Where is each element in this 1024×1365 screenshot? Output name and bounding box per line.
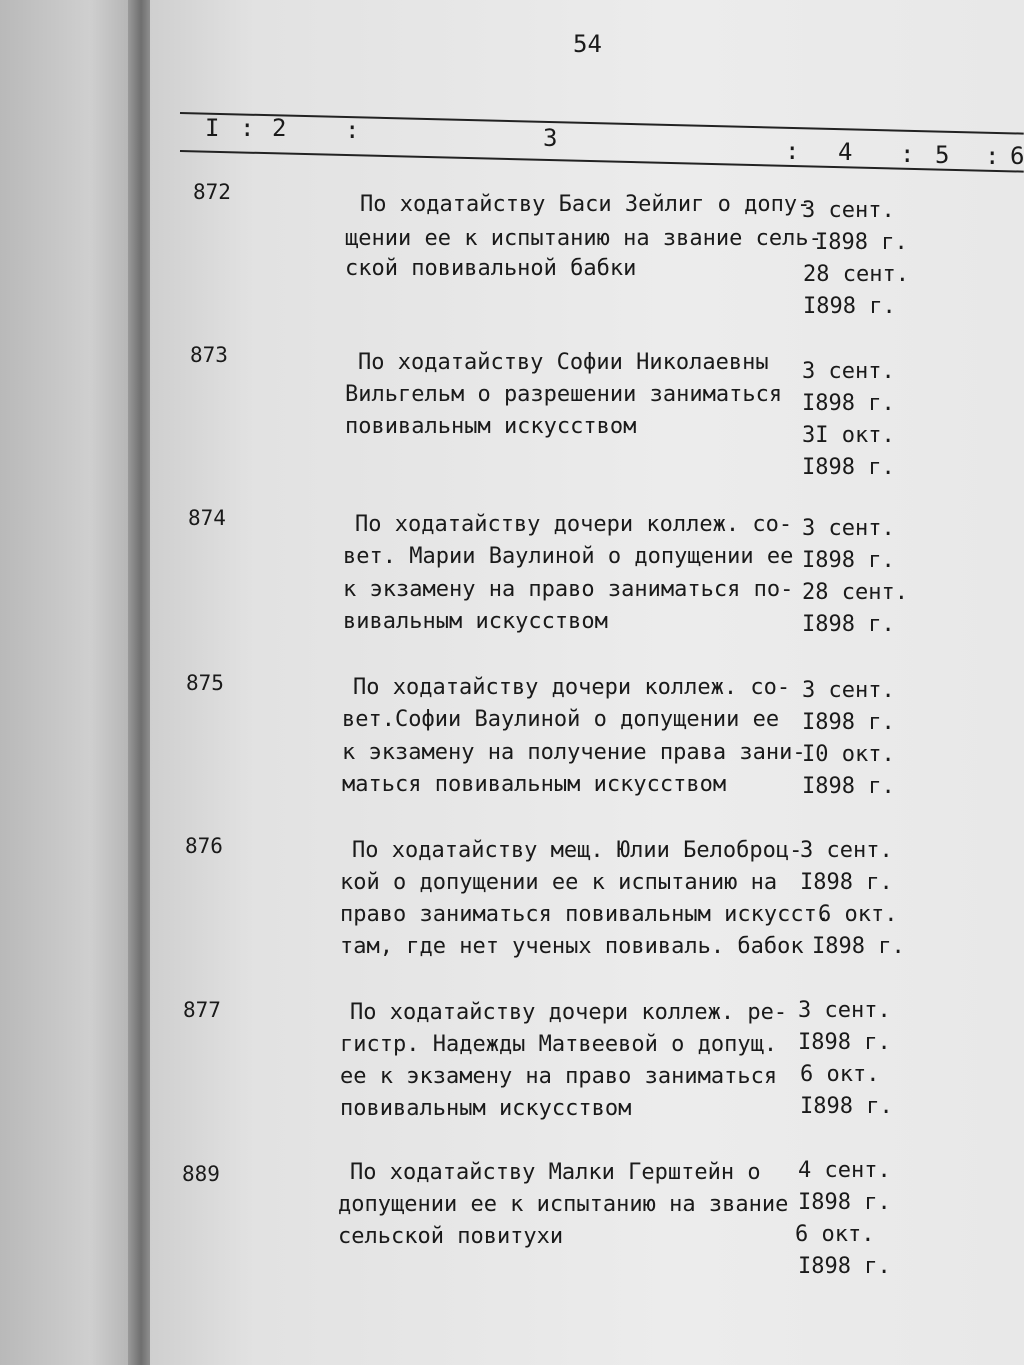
entry-text-line: сельской повитухи [338,1224,564,1249]
entry-date: 28 сент. [802,580,908,605]
entry-date: 28 сент. [803,262,909,287]
entry-text-line: кой о допущении ее к испытанию на [340,870,778,895]
entry-number: 877 [183,998,221,1022]
entry-date: 3 сент. [802,516,895,541]
entry-number: 876 [185,834,223,858]
header-col4: 4 [838,138,853,166]
entry-date: 6 окт. [818,902,898,927]
entry-date: 3 сент. [798,998,891,1023]
entry-number: 874 [188,506,226,530]
header-col6: 6 [1010,142,1024,170]
entry-text-line: щении ее к испытанию на звание сель- [345,226,822,251]
header-col1: I [205,114,220,142]
entry-text-line: По ходатайству Баси Зейлиг о допу- [360,192,811,217]
entry-text-line: вет. Марии Ваулиной о допущении ее [343,544,794,569]
entry-text-line: По ходатайству дочери коллеж. со- [353,675,791,700]
header-col2: 2 [272,114,287,142]
entry-text-line: По ходатайству мещ. Юлии Белоброц- [352,838,803,863]
entry-number: 873 [190,343,228,367]
entry-date: I898 г. [798,1190,891,1215]
header-sep: : [345,116,360,144]
entry-text-line: маться повивальным искусством [342,772,727,797]
entry-date: I898 г. [802,391,895,416]
entry-text-line: к экзамену на право заниматься по- [343,577,794,602]
entry-date: 6 окт. [800,1062,880,1087]
entry-text-line: По ходатайству дочери коллеж. ре- [350,1000,788,1025]
entry-date: 3 сент. [802,198,895,223]
entry-date: I898 г. [798,1254,891,1279]
entry-date: I898 г. [802,774,895,799]
header-sep: : [785,137,800,165]
entry-date: I0 окт. [802,742,895,767]
entry-date: I898 г. [815,230,908,255]
entry-text-line: повивальным искусством [340,1096,632,1121]
entry-text-line: По ходатайству Малки Герштейн о [350,1160,761,1185]
entry-date: I898 г. [800,1094,893,1119]
entry-number: 889 [182,1162,220,1186]
entry-text-line: вивальным искусством [343,609,608,634]
entry-text-line: право заниматься повивальным искусст. [340,902,831,927]
entry-date: I898 г. [802,710,895,735]
entry-date: 4 сент. [798,1158,891,1183]
header-col5: 5 [935,141,950,169]
entry-date: 6 окт. [795,1222,875,1247]
entry-date: 3I окт. [802,423,895,448]
entry-text-line: повивальным искусством [345,414,637,439]
header-sep: : [900,140,915,168]
entry-text-line: гистр. Надежды Матвеевой о допущ. [340,1032,778,1057]
entry-date: I898 г. [802,612,895,637]
entry-text-line: Вильгельм о разрешении заниматься [345,382,783,407]
entry-text-line: к экзамену на получение права зани- [342,740,806,765]
entry-text-line: там, где нет ученых повиваль. бабок [340,934,804,959]
header-sep: : [985,142,1000,170]
entry-date: I898 г. [802,455,895,480]
entry-date: I898 г. [812,934,905,959]
entry-text-line: допущении ее к испытанию на звание [338,1192,789,1217]
entry-date: I898 г. [798,1030,891,1055]
entry-text-line: ской повивальной бабки [345,256,637,281]
entry-date: 3 сент. [802,678,895,703]
header-col3: 3 [543,124,558,152]
entry-date: I898 г. [802,548,895,573]
entry-date: 3 сент. [800,838,893,863]
entry-date: I898 г. [800,870,893,895]
entry-text-line: ее к экзамену на право заниматься [340,1064,778,1089]
header-sep: : [240,114,255,142]
entry-text-line: По ходатайству дочери коллеж. со- [355,512,793,537]
entry-number: 872 [193,180,231,204]
page-number: 54 [573,30,602,58]
entry-text-line: вет.Софии Ваулиной о допущении ее [342,707,780,732]
entry-text-line: По ходатайству Софии Николаевны [358,350,769,375]
entry-date: I898 г. [803,294,896,319]
entry-date: 3 сент. [802,359,895,384]
entry-number: 875 [186,671,224,695]
